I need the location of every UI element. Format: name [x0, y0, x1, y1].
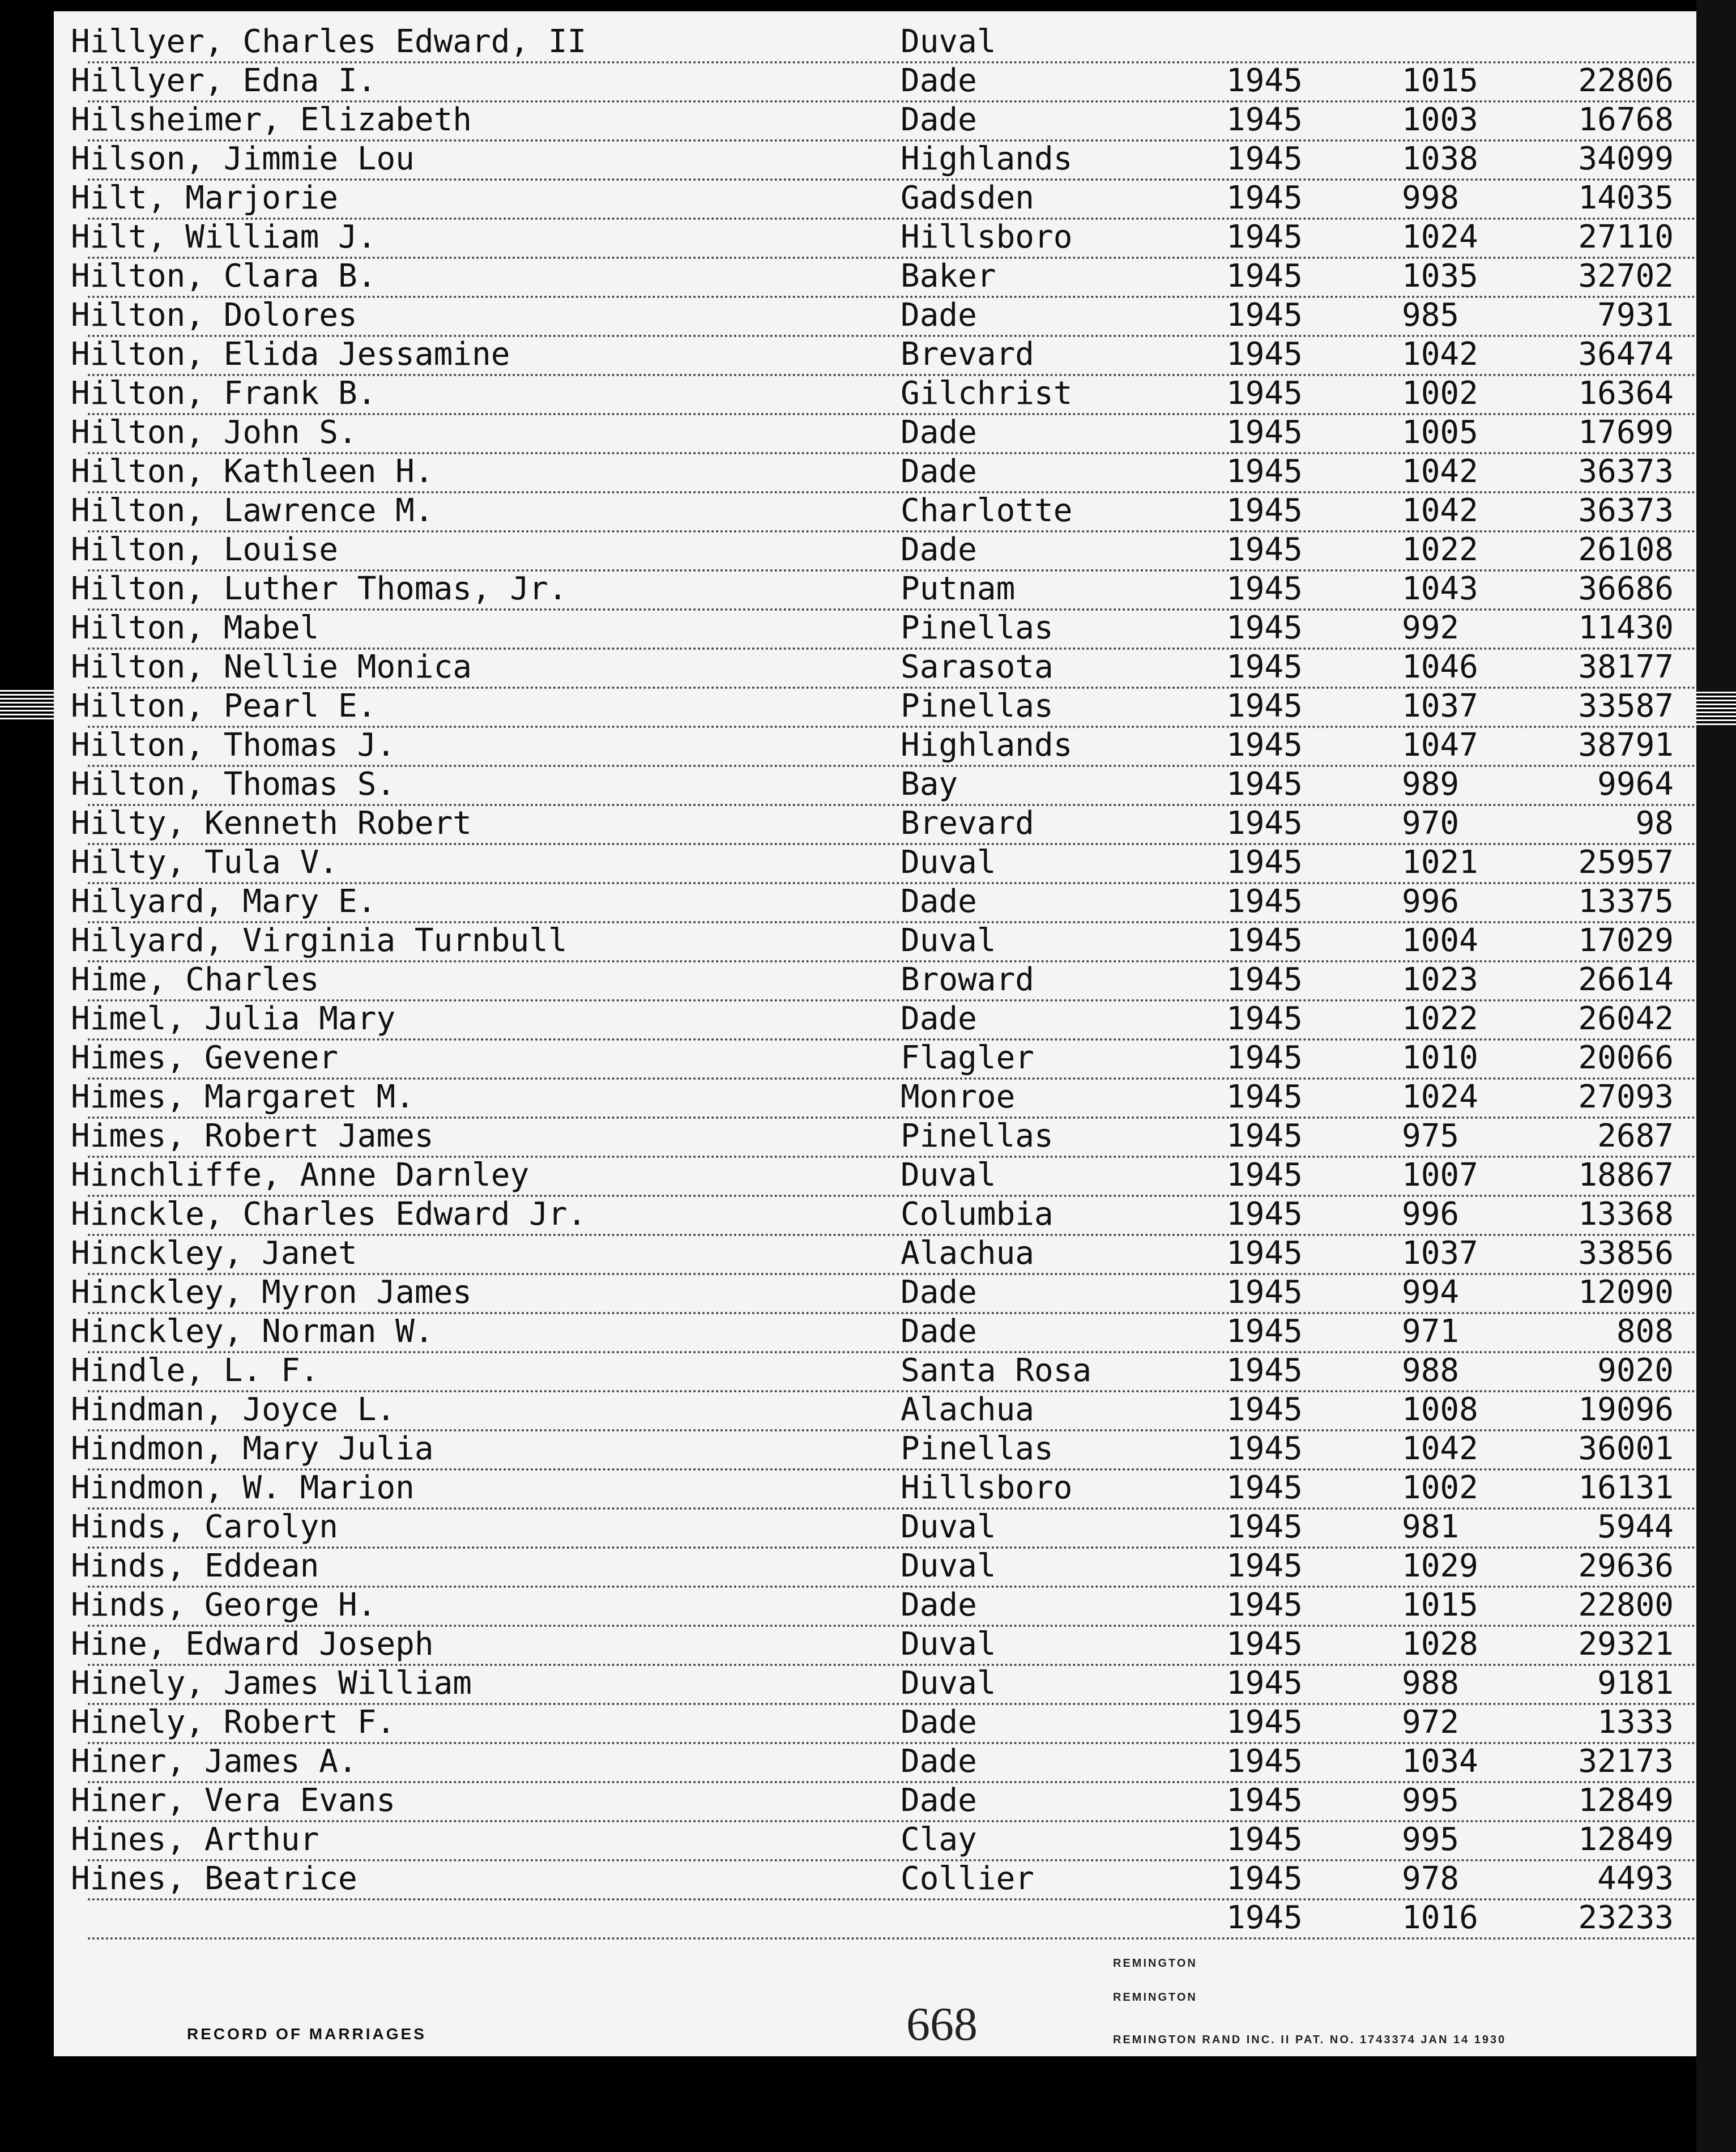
record-year: 1945: [1226, 1469, 1303, 1506]
record-name: Hillyer, Edna I.: [71, 62, 377, 99]
record-name: Hinds, Carolyn: [71, 1508, 339, 1545]
record-row: [54, 257, 1696, 296]
record-name: Hindmon, W. Marion: [71, 1469, 415, 1506]
record-year: 1945: [1226, 1039, 1303, 1076]
page-number: 668: [906, 1998, 978, 2051]
record-county: Broward: [901, 961, 1035, 998]
record-year: 1945: [1226, 1508, 1303, 1545]
record-row: [54, 687, 1696, 726]
record-name: Hilton, Louise: [71, 531, 339, 568]
record-row: [54, 609, 1696, 647]
record-name: Hinely, James William: [71, 1665, 472, 1702]
record-volume: 1028: [1402, 1626, 1478, 1663]
record-certificate: 13375: [1578, 883, 1674, 920]
record-county: Monroe: [901, 1079, 1016, 1115]
record-name: Himes, Robert James: [71, 1118, 434, 1154]
record-year: 1945: [1226, 297, 1303, 334]
scan-edge-strip: [1696, 0, 1736, 2152]
record-volume: 1037: [1402, 1235, 1478, 1272]
record-name: Hilton, Pearl E.: [71, 688, 377, 725]
record-volume: 1024: [1402, 219, 1478, 255]
record-year: 1945: [1226, 180, 1303, 216]
record-county: Dade: [901, 1743, 977, 1780]
record-certificate: 33587: [1578, 688, 1674, 725]
record-year: 1945: [1226, 766, 1303, 803]
record-year: 1945: [1226, 258, 1303, 295]
record-row: [54, 1547, 1696, 1586]
record-year: 1945: [1226, 1587, 1303, 1623]
record-year: 1945: [1226, 1743, 1303, 1780]
record-name: Hindman, Joyce L.: [71, 1391, 396, 1428]
record-year: 1945: [1226, 62, 1303, 99]
record-row: [54, 335, 1696, 374]
record-name: Hindle, L. F.: [71, 1352, 319, 1389]
record-row: [54, 1117, 1696, 1156]
record-certificate: 33856: [1578, 1235, 1674, 1272]
record-volume: 972: [1402, 1704, 1460, 1741]
record-row: [54, 179, 1696, 218]
record-volume: 978: [1402, 1860, 1460, 1897]
record-certificate: 38791: [1578, 727, 1674, 764]
record-page: [54, 11, 1696, 2056]
record-row: [54, 1039, 1696, 1077]
record-year: 1945: [1226, 1196, 1303, 1233]
record-county: Brevard: [901, 805, 1035, 842]
record-name: Hinckle, Charles Edward Jr.: [71, 1196, 587, 1233]
record-name: Hinds, Eddean: [71, 1548, 319, 1584]
record-year: 1945: [1226, 883, 1303, 920]
record-county: Putnam: [901, 570, 1016, 607]
scan-edge-mark: [0, 688, 54, 719]
record-name: Hilton, Nellie Monica: [71, 649, 472, 685]
record-county: Dade: [901, 62, 977, 99]
printer-mark-2: REMINGTON: [1113, 1991, 1197, 2004]
record-year: 1945: [1226, 492, 1303, 529]
record-volume: 996: [1402, 1196, 1460, 1233]
record-certificate: 12849: [1578, 1782, 1674, 1819]
record-name: Hinds, George H.: [71, 1587, 377, 1623]
record-row: [54, 1156, 1696, 1195]
record-county: Brevard: [901, 336, 1035, 373]
record-year: 1945: [1226, 140, 1303, 177]
record-volume: 1010: [1402, 1039, 1478, 1076]
record-county: Collier: [901, 1860, 1035, 1897]
record-row: [54, 1703, 1696, 1742]
record-county: Dade: [901, 101, 977, 138]
record-name: Hinckley, Janet: [71, 1235, 357, 1272]
record-county: Pinellas: [901, 1430, 1053, 1467]
record-volume: 1038: [1402, 140, 1478, 177]
record-row: [54, 1586, 1696, 1625]
record-row: [54, 1000, 1696, 1038]
record-year: 1945: [1226, 414, 1303, 451]
record-row: [54, 961, 1696, 999]
record-certificate: 38177: [1578, 649, 1674, 685]
record-row: [54, 218, 1696, 257]
record-certificate: 36001: [1578, 1430, 1674, 1467]
record-row: [54, 101, 1696, 139]
record-name: Hillyer, Charles Edward, II: [71, 23, 587, 60]
record-county: Pinellas: [901, 688, 1053, 725]
record-volume: 1037: [1402, 688, 1478, 725]
record-certificate: 26042: [1578, 1000, 1674, 1037]
record-name: Hilyard, Virginia Turnbull: [71, 922, 568, 959]
record-name: Hilton, Mabel: [71, 610, 319, 646]
record-name: Hilton, John S.: [71, 414, 357, 451]
record-county: Columbia: [901, 1196, 1053, 1233]
record-name: Hilton, Clara B.: [71, 258, 377, 295]
record-certificate: 36474: [1578, 336, 1674, 373]
record-certificate: 27110: [1578, 219, 1674, 255]
record-volume: 1004: [1402, 922, 1478, 959]
record-year: 1945: [1226, 101, 1303, 138]
record-volume: 1042: [1402, 453, 1478, 490]
record-county: Clay: [901, 1821, 977, 1858]
record-row: [54, 453, 1696, 491]
record-row: [54, 1821, 1696, 1859]
record-county: Hillsboro: [901, 219, 1073, 255]
record-name: Hinckley, Norman W.: [71, 1313, 434, 1350]
record-year: 1945: [1226, 570, 1303, 607]
record-year: 1945: [1226, 1821, 1303, 1858]
record-county: Duval: [901, 922, 996, 959]
record-row: [54, 804, 1696, 843]
record-volume: 989: [1402, 766, 1460, 803]
record-volume: 995: [1402, 1782, 1460, 1819]
record-county: Pinellas: [901, 610, 1053, 646]
record-volume: 988: [1402, 1665, 1460, 1702]
record-year: 1945: [1226, 961, 1303, 998]
record-county: Dade: [901, 453, 977, 490]
record-name: Hilton, Frank B.: [71, 375, 377, 412]
record-name: Hiner, James A.: [71, 1743, 357, 1780]
record-volume: 995: [1402, 1821, 1460, 1858]
record-year: 1945: [1226, 1548, 1303, 1584]
record-year: 1945: [1226, 531, 1303, 568]
record-volume: 1002: [1402, 1469, 1478, 1506]
record-year: 1945: [1226, 1704, 1303, 1741]
record-certificate: 2687: [1597, 1118, 1674, 1154]
record-county: Bay: [901, 766, 958, 803]
row-divider: [88, 1937, 1696, 1940]
record-row: [54, 531, 1696, 569]
record-row: [54, 648, 1696, 687]
record-volume: 1016: [1402, 1899, 1478, 1936]
record-row: [54, 1078, 1696, 1117]
record-county: Sarasota: [901, 649, 1053, 685]
record-name: Hindmon, Mary Julia: [71, 1430, 434, 1467]
record-row: [54, 1664, 1696, 1703]
record-name: Hilsheimer, Elizabeth: [71, 101, 472, 138]
record-county: Dade: [901, 883, 977, 920]
record-row: [54, 883, 1696, 921]
record-county: Dade: [901, 1274, 977, 1311]
record-name: Hilty, Kenneth Robert: [71, 805, 472, 842]
record-volume: 985: [1402, 297, 1460, 334]
record-row: [54, 922, 1696, 960]
record-certificate: 17029: [1578, 922, 1674, 959]
record-county: Flagler: [901, 1039, 1035, 1076]
record-certificate: 9020: [1597, 1352, 1674, 1389]
record-row: [54, 1899, 1696, 1937]
record-volume: 1007: [1402, 1157, 1478, 1194]
record-certificate: 7931: [1597, 297, 1674, 334]
record-certificate: 16131: [1578, 1469, 1674, 1506]
record-name: Hilty, Tula V.: [71, 844, 339, 881]
record-county: Pinellas: [901, 1118, 1053, 1154]
record-year: 1945: [1226, 1860, 1303, 1897]
record-volume: 975: [1402, 1118, 1460, 1154]
record-name: Hinckley, Myron James: [71, 1274, 472, 1311]
record-row: [54, 1273, 1696, 1312]
record-name: Himel, Julia Mary: [71, 1000, 396, 1037]
record-name: Hilton, Dolores: [71, 297, 357, 334]
record-certificate: 23233: [1578, 1899, 1674, 1936]
record-row: [54, 1742, 1696, 1781]
record-year: 1945: [1226, 922, 1303, 959]
record-row: [54, 1782, 1696, 1820]
record-row: [54, 62, 1696, 100]
record-county: Duval: [901, 23, 996, 60]
record-volume: 1015: [1402, 1587, 1478, 1623]
record-name: Himes, Margaret M.: [71, 1079, 415, 1115]
record-certificate: 16364: [1578, 375, 1674, 412]
record-row: [54, 1312, 1696, 1351]
record-county: Gadsden: [901, 180, 1035, 216]
record-row: [54, 1469, 1696, 1507]
record-name: Hilyard, Mary E.: [71, 883, 377, 920]
record-volume: 1042: [1402, 336, 1478, 373]
record-certificate: 36373: [1578, 453, 1674, 490]
record-certificate: 34099: [1578, 140, 1674, 177]
record-volume: 1042: [1402, 1430, 1478, 1467]
record-certificate: 22800: [1578, 1587, 1674, 1623]
record-certificate: 18867: [1578, 1157, 1674, 1194]
record-volume: 1034: [1402, 1743, 1478, 1780]
record-name: Hinely, Robert F.: [71, 1704, 396, 1741]
record-year: 1945: [1226, 1626, 1303, 1663]
record-county: Dade: [901, 414, 977, 451]
record-county: Duval: [901, 1157, 996, 1194]
record-name: Hilton, Elida Jessamine: [71, 336, 510, 373]
record-certificate: 12849: [1578, 1821, 1674, 1858]
record-volume: 1023: [1402, 961, 1478, 998]
record-county: Dade: [901, 1313, 977, 1350]
record-row: [54, 492, 1696, 530]
record-year: 1945: [1226, 1665, 1303, 1702]
record-volume: 1029: [1402, 1548, 1478, 1584]
record-volume: 992: [1402, 610, 1460, 646]
record-year: 1945: [1226, 1274, 1303, 1311]
record-certificate: 32702: [1578, 258, 1674, 295]
record-county: Highlands: [901, 140, 1073, 177]
record-row: [54, 1508, 1696, 1546]
record-volume: 971: [1402, 1313, 1460, 1350]
record-volume: 1047: [1402, 727, 1478, 764]
record-certificate: 17699: [1578, 414, 1674, 451]
record-name: Himes, Gevener: [71, 1039, 339, 1076]
record-volume: 1015: [1402, 62, 1478, 99]
record-county: Duval: [901, 844, 996, 881]
record-certificate: 29321: [1578, 1626, 1674, 1663]
record-volume: 1021: [1402, 844, 1478, 881]
record-county: Dade: [901, 531, 977, 568]
printer-mark-3: REMINGTON RAND INC. II PAT. NO. 1743374 JAN 14 1930: [1113, 2034, 1507, 2046]
record-certificate: 36686: [1578, 570, 1674, 607]
record-volume: 988: [1402, 1352, 1460, 1389]
record-certificate: 98: [1635, 805, 1674, 842]
record-name: Hilton, Thomas J.: [71, 727, 396, 764]
record-year: 1945: [1226, 453, 1303, 490]
record-certificate: 29636: [1578, 1548, 1674, 1584]
record-county: Dade: [901, 1000, 977, 1037]
record-name: Hine, Edward Joseph: [71, 1626, 434, 1663]
record-county: Alachua: [901, 1391, 1035, 1428]
record-certificate: 808: [1616, 1313, 1674, 1350]
record-volume: 1003: [1402, 101, 1478, 138]
record-county: Dade: [901, 1704, 977, 1741]
record-county: Santa Rosa: [901, 1352, 1092, 1389]
record-name: Hilton, Kathleen H.: [71, 453, 434, 490]
record-county: Gilchrist: [901, 375, 1073, 412]
record-volume: 1005: [1402, 414, 1478, 451]
record-row: [54, 726, 1696, 765]
record-certificate: 20066: [1578, 1039, 1674, 1076]
record-certificate: 9964: [1597, 766, 1674, 803]
record-certificate: 5944: [1597, 1508, 1674, 1545]
record-row: [54, 1352, 1696, 1390]
record-row: [54, 570, 1696, 608]
record-volume: 1022: [1402, 1000, 1478, 1037]
record-year: 1945: [1226, 375, 1303, 412]
record-year: 1945: [1226, 1079, 1303, 1115]
record-certificate: 1333: [1597, 1704, 1674, 1741]
record-year: 1945: [1226, 1235, 1303, 1272]
record-certificate: 32173: [1578, 1743, 1674, 1780]
record-row: [54, 296, 1696, 335]
record-year: 1945: [1226, 805, 1303, 842]
record-county: Dade: [901, 1782, 977, 1819]
record-certificate: 26108: [1578, 531, 1674, 568]
record-county: Baker: [901, 258, 996, 295]
record-volume: 998: [1402, 180, 1460, 216]
record-row: [54, 1234, 1696, 1273]
record-name: Hilton, Thomas S.: [71, 766, 396, 803]
record-volume: 1042: [1402, 492, 1478, 529]
record-row: [54, 765, 1696, 804]
record-county: Duval: [901, 1626, 996, 1663]
record-year: 1945: [1226, 1391, 1303, 1428]
record-name: Hilt, Marjorie: [71, 180, 339, 216]
record-volume: 1024: [1402, 1079, 1478, 1115]
record-volume: 996: [1402, 883, 1460, 920]
record-certificate: 12090: [1578, 1274, 1674, 1311]
record-row: [54, 1195, 1696, 1234]
record-certificate: 13368: [1578, 1196, 1674, 1233]
record-year: 1945: [1226, 610, 1303, 646]
record-volume: 981: [1402, 1508, 1460, 1545]
printer-mark-1: REMINGTON: [1113, 1957, 1197, 1970]
record-volume: 1002: [1402, 375, 1478, 412]
record-volume: 1046: [1402, 649, 1478, 685]
record-row: [54, 140, 1696, 178]
record-certificate: 26614: [1578, 961, 1674, 998]
record-year: 1945: [1226, 336, 1303, 373]
record-county: Hillsboro: [901, 1469, 1073, 1506]
record-year: 1945: [1226, 219, 1303, 255]
record-row: [54, 374, 1696, 413]
record-row: [54, 1430, 1696, 1468]
record-row: [54, 414, 1696, 452]
record-certificate: 25957: [1578, 844, 1674, 881]
record-year: 1945: [1226, 1313, 1303, 1350]
record-name: Hines, Beatrice: [71, 1860, 357, 1897]
record-year: 1945: [1226, 1118, 1303, 1154]
record-county: Dade: [901, 1587, 977, 1623]
record-county: Duval: [901, 1548, 996, 1584]
record-name: Hilt, William J.: [71, 219, 377, 255]
record-certificate: 36373: [1578, 492, 1674, 529]
record-certificate: 11430: [1578, 610, 1674, 646]
record-volume: 994: [1402, 1274, 1460, 1311]
record-county: Alachua: [901, 1235, 1035, 1272]
record-certificate: 27093: [1578, 1079, 1674, 1115]
record-year: 1945: [1226, 1157, 1303, 1194]
record-certificate: 14035: [1578, 180, 1674, 216]
record-row: [54, 1860, 1696, 1898]
record-volume: 1008: [1402, 1391, 1478, 1428]
ledger-title: RECORD OF MARRIAGES: [187, 2025, 426, 2043]
record-certificate: 4493: [1597, 1860, 1674, 1897]
record-year: 1945: [1226, 1000, 1303, 1037]
record-row: [54, 1391, 1696, 1429]
record-certificate: 9181: [1597, 1665, 1674, 1702]
record-name: Hilton, Luther Thomas, Jr.: [71, 570, 568, 607]
record-county: Dade: [901, 297, 977, 334]
record-row: [54, 843, 1696, 882]
record-county: Duval: [901, 1665, 996, 1702]
record-name: Hinchliffe, Anne Darnley: [71, 1157, 530, 1194]
record-year: 1945: [1226, 1352, 1303, 1389]
record-row: [54, 23, 1696, 61]
record-volume: 1022: [1402, 531, 1478, 568]
record-name: Hime, Charles: [71, 961, 319, 998]
record-name: Hilson, Jimmie Lou: [71, 140, 415, 177]
record-county: Duval: [901, 1508, 996, 1545]
record-year: 1945: [1226, 727, 1303, 764]
record-year: 1945: [1226, 649, 1303, 685]
record-county: Highlands: [901, 727, 1073, 764]
record-year: 1945: [1226, 844, 1303, 881]
record-certificate: 19096: [1578, 1391, 1674, 1428]
record-name: Hiner, Vera Evans: [71, 1782, 396, 1819]
record-volume: 970: [1402, 805, 1460, 842]
record-year: 1945: [1226, 1899, 1303, 1936]
record-year: 1945: [1226, 1782, 1303, 1819]
record-row: [54, 1625, 1696, 1664]
record-certificate: 16768: [1578, 101, 1674, 138]
record-name: Hilton, Lawrence M.: [71, 492, 434, 529]
record-certificate: 22806: [1578, 62, 1674, 99]
record-name: Hines, Arthur: [71, 1821, 319, 1858]
record-county: Charlotte: [901, 492, 1073, 529]
record-volume: 1035: [1402, 258, 1478, 295]
record-year: 1945: [1226, 688, 1303, 725]
record-year: 1945: [1226, 1430, 1303, 1467]
record-volume: 1043: [1402, 570, 1478, 607]
